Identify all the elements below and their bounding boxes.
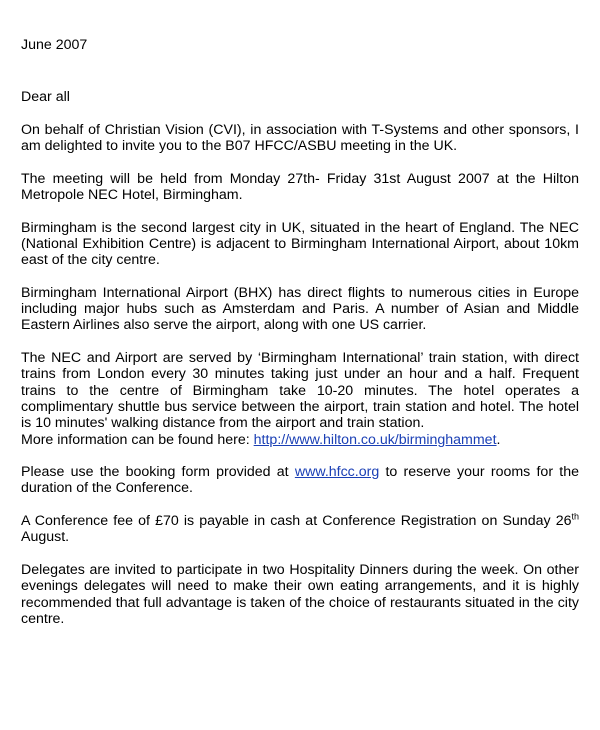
paragraph-birmingham: Birmingham is the second largest city in UK, situated in the heart of England. The NEC (National Exhibition Centre) is adjacent to Birmingham International Airport, about 10km east of the city centre. [21,219,579,269]
fee-date-superscript: th [571,511,579,522]
fee-text-prefix: A Conference fee of £70 is payable in cash at Conference Registration on Sunday 26 [21,513,572,530]
paragraph-airport: Birmingham International Airport (BHX) has direct flights to numerous cities in Europe including major hubs such as Amsterdam and Paris. A number of Asian and Middle Eastern Airlines also serve the airport, along with one US carrier. [21,284,579,334]
more-info-text: More information can be found here: [21,431,254,448]
hfcc-link[interactable]: www.hfcc.org [294,464,380,481]
paragraph-invitation: On behalf of Christian Vision (CVI), in association with T-Systems and other sponsors, I am delighted to invite you to the B07 HFCC/ASBU meeting in the UK. [21,121,579,155]
fee-text-suffix: August. [21,529,70,546]
letter-date: June 2007 [21,37,88,53]
letter-body [21,37,579,643]
paragraph-booking [21,464,579,497]
salutation: Dear all [21,89,70,106]
paragraph-train-station: The NEC and Airport are served by ‘Birmingham International’ train station, with direct trains from London every 30 minutes taking just under an hour and a half. Frequent trains to the centre of Birmingham take 10-20 minutes. The hotel operates a complimentary shuttle bus service between the airport, train station and hotel. The hotel is 10 minutes' walking distance from the airport and train station. [21,350,579,432]
booking-text-prefix: Please use the booking form provided at [21,464,295,481]
more-info-period: . [496,431,501,448]
paragraph-more-info [21,432,579,448]
hilton-link[interactable]: http://www.hilton.co.uk/birminghammet [253,431,497,448]
booking-text-suffix: to reserve your rooms for the duration of the Conference. [21,464,579,497]
paragraph-conference-fee [21,513,579,546]
paragraph-meeting-dates: The meeting will be held from Monday 27th- Friday 31st August 2007 at the Hilton Metropole NEC Hotel, Birmingham. [21,170,579,204]
paragraph-hospitality: Delegates are invited to participate in two Hospitality Dinners during the week. On other evenings delegates will need to make their own eating arrangements, and it is highly recommended that full advantage is taken of the choice of restaurants situated in the city centre. [21,561,579,627]
